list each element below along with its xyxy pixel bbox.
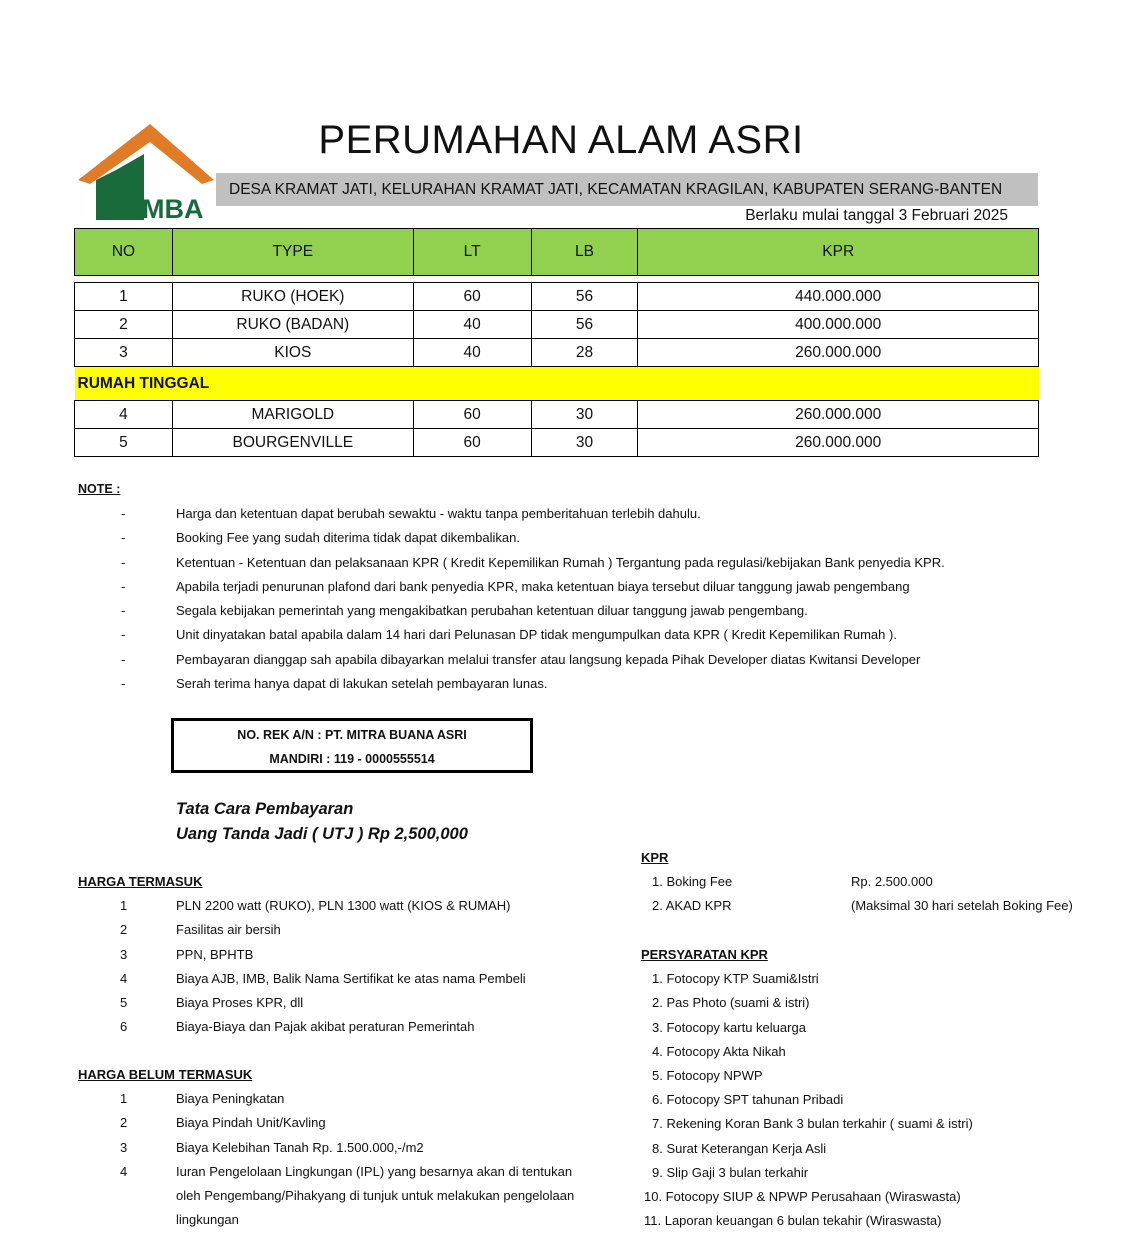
- kpr-item: [641, 898, 1111, 922]
- list-item: 2 Fasilitas air bersih: [120, 922, 281, 938]
- kpr-item-value: (Maksimal 30 hari setelah Boking Fee): [851, 898, 1073, 914]
- note-list: [0, 506, 1133, 700]
- list-item: 9. Slip Gaji 3 bulan terkahir: [652, 1164, 809, 1180]
- table-row: [75, 283, 1039, 311]
- list-item: 4 Biaya AJB, IMB, Balik Nama Sertifikat ke atas nama Pembeli: [120, 970, 526, 986]
- list-item: 10. Fotocopy SIUP & NPWP Perusahaan (Wiraswasta): [644, 1188, 961, 1204]
- cell-type: MARIGOLD: [172, 401, 413, 429]
- note-title: NOTE :: [78, 482, 121, 496]
- cell-type: BOURGENVILLE: [172, 429, 413, 457]
- section-label: RUMAH TINGGAL: [75, 367, 1039, 401]
- col-no: NO: [75, 229, 173, 276]
- list-item: 4 Iuran Pengelolaan Lingkungan (IPL) yang besarnya akan di tentukan: [120, 1163, 573, 1179]
- note-item: - Ketentuan - Ketentuan dan pelaksanaan KPR ( Kredit Kepemilikan Rumah ) Tergantung pada regulasi/kebijakan Bank penyedia KPR.: [121, 554, 945, 570]
- bank-account-name: NO. REK A/N : PT. MITRA BUANA ASRI: [237, 728, 467, 742]
- list-item: 5. Fotocopy NPWP: [652, 1067, 763, 1083]
- table-row: [75, 339, 1039, 367]
- cell-kpr: 260.000.000: [638, 401, 1039, 429]
- table-row: [75, 401, 1039, 429]
- kpr-item-label: 1. Boking Fee: [652, 874, 733, 890]
- note-text: Apabila terjadi penurunan plafond dari bank penyedia KPR, maka ketentuan biaya tersebut diluar tanggung jawab pengembang: [176, 578, 910, 594]
- note-text: Serah terima hanya dapat di lakukan setelah pembayaran lunas.: [176, 676, 548, 692]
- note-item: - Pembayaran dianggap sah apabila dibayarkan melalui transfer atau langsung kepada Pihak Developer diatas Kwitansi Developer: [121, 651, 921, 667]
- excluded-title: HARGA BELUM TERMASUK: [78, 1067, 253, 1082]
- logo-roof: [78, 124, 214, 184]
- cell-no: 5: [75, 429, 173, 457]
- list-item: 1. Fotocopy KTP Suami&Istri: [652, 971, 819, 987]
- bank-account-number: MANDIRI : 119 - 0000555514: [269, 752, 435, 766]
- note-item: - Apabila terjadi penurunan plafond dari bank penyedia KPR, maka ketentuan biaya tersebut diluar tanggung jawab pengembang: [121, 578, 910, 594]
- list-item: 6 Biaya-Biaya dan Pajak akibat peraturan Pemerintah: [120, 1019, 475, 1035]
- note-text: Segala kebijakan pemerintah yang mengakibatkan perubahan ketentuan diluar tanggung jawab pengembang.: [176, 603, 808, 619]
- cell-type: KIOS: [172, 339, 413, 367]
- list-item-continued: lingkungan: [176, 1212, 239, 1228]
- kpr-section: [641, 850, 1111, 923]
- cell-lt: 40: [413, 339, 531, 367]
- payment-title: Tata Cara Pembayaran: [176, 800, 354, 818]
- cell-lb: 30: [531, 429, 638, 457]
- cell-lt: 60: [413, 401, 531, 429]
- list-item: 1 Biaya Peningkatan: [120, 1091, 285, 1107]
- page-title: PERUMAHAN ALAM ASRI: [318, 118, 804, 162]
- cell-lt: 60: [413, 283, 531, 311]
- cell-kpr: 400.000.000: [638, 311, 1039, 339]
- kpr-item: [641, 874, 1111, 898]
- list-item: 8. Surat Keterangan Kerja Asli: [652, 1140, 827, 1156]
- note-item: - Segala kebijakan pemerintah yang mengakibatkan perubahan ketentuan diluar tanggung jawab pengembang.: [121, 603, 808, 619]
- address-bar: DESA KRAMAT JATI, KELURAHAN KRAMAT JATI, KECAMATAN KRAGILAN, KABUPATEN SERANG-BANTEN: [216, 173, 1038, 206]
- note-item: - Unit dinyatakan batal apabila dalam 14 hari dari Pelunasan DP tidak mengumpulkan data KPR ( Kredit Kepemilikan Rumah ).: [121, 627, 897, 643]
- table-row: [75, 311, 1039, 339]
- section-row: [75, 367, 1039, 401]
- table-row: [75, 429, 1039, 457]
- price-table: [74, 228, 1039, 457]
- list-item: 7. Rekening Koran Bank 3 bulan terkahir ( suami & istri): [652, 1116, 973, 1132]
- cell-lb: 28: [531, 339, 638, 367]
- requirements-section: [641, 947, 1111, 1237]
- note-text: Pembayaran dianggap sah apabila dibayarkan melalui transfer atau langsung kepada Pihak Developer diatas Kwitansi Developer: [176, 651, 921, 667]
- list-item: 11. Laporan keuangan 6 bulan tekahir (Wiraswasta): [644, 1213, 942, 1229]
- cell-kpr: 260.000.000: [638, 429, 1039, 457]
- kpr-title: KPR: [641, 850, 669, 865]
- cell-no: 4: [75, 401, 173, 429]
- valid-date: Berlaku mulai tanggal 3 Februari 2025: [745, 207, 1008, 224]
- note-text: Ketentuan - Ketentuan dan pelaksanaan KPR ( Kredit Kepemilikan Rumah ) Tergantung pada regulasi/kebijakan Bank penyedia KPR.: [176, 554, 945, 570]
- list-item: 6. Fotocopy SPT tahunan Pribadi: [652, 1092, 844, 1108]
- cell-no: 2: [75, 311, 173, 339]
- col-type: TYPE: [172, 229, 413, 276]
- company-logo: [76, 122, 216, 222]
- note-text: Harga dan ketentuan dapat berubah sewaktu - waktu tanpa pemberitahuan terlebih dahulu.: [176, 506, 701, 521]
- note-text: Unit dinyatakan batal apabila dalam 14 hari dari Pelunasan DP tidak mengumpulkan data KPR ( Kredit Kepemilikan Rumah ).: [176, 627, 897, 643]
- included-title: HARGA TERMASUK: [78, 874, 203, 889]
- kpr-item-label: 2. AKAD KPR: [652, 898, 732, 914]
- requirements-title: PERSYARATAN KPR: [641, 947, 768, 962]
- cell-lt: 40: [413, 311, 531, 339]
- col-kpr: KPR: [638, 229, 1039, 276]
- bank-account-box: [171, 718, 533, 773]
- list-item: 1 PLN 2200 watt (RUKO), PLN 1300 watt (KIOS & RUMAH): [120, 898, 511, 914]
- list-item: 2. Pas Photo (suami & istri): [652, 995, 810, 1011]
- list-item: 3 PPN, BPHTB: [120, 946, 254, 962]
- col-lb: LB: [531, 229, 638, 276]
- cell-lb: 56: [531, 283, 638, 311]
- list-item-continued: oleh Pengembang/Pihakyang di tunjuk untuk melakukan pengelolaan: [176, 1187, 575, 1203]
- list-item: 4. Fotocopy Akta Nikah: [652, 1043, 786, 1059]
- kpr-item-value: Rp. 2.500.000: [851, 874, 933, 890]
- excluded-section: [0, 1067, 620, 1236]
- list-item: 5 Biaya Proses KPR, dll: [120, 994, 304, 1010]
- cell-lb: 30: [531, 401, 638, 429]
- cell-kpr: 440.000.000: [638, 283, 1039, 311]
- cell-type: RUKO (BADAN): [172, 311, 413, 339]
- note-item: - Booking Fee yang sudah diterima tidak dapat dikembalikan.: [121, 530, 520, 546]
- logo-text: MBA: [142, 194, 204, 222]
- cell-no: 3: [75, 339, 173, 367]
- cell-no: 1: [75, 283, 173, 311]
- list-item: 3 Biaya Kelebihan Tanah Rp. 1.500.000,-/m2: [120, 1139, 424, 1155]
- list-item: 3. Fotocopy kartu keluarga: [652, 1019, 806, 1035]
- included-section: [0, 874, 620, 1043]
- cell-kpr: 260.000.000: [638, 339, 1039, 367]
- note-item: - Harga dan ketentuan dapat berubah sewaktu - waktu tanpa pemberitahuan terlebih dahulu.: [121, 506, 701, 521]
- cell-type: RUKO (HOEK): [172, 283, 413, 311]
- list-item: 2 Biaya Pindah Unit/Kavling: [120, 1115, 326, 1131]
- table-header: [75, 229, 1039, 276]
- payment-info: [176, 797, 468, 847]
- col-lt: LT: [413, 229, 531, 276]
- cell-lt: 60: [413, 429, 531, 457]
- note-item: - Serah terima hanya dapat di lakukan setelah pembayaran lunas.: [121, 676, 548, 692]
- note-text: Booking Fee yang sudah diterima tidak dapat dikembalikan.: [176, 530, 520, 546]
- payment-utj: Uang Tanda Jadi ( UTJ ) Rp 2,500,000: [176, 825, 468, 843]
- cell-lb: 56: [531, 311, 638, 339]
